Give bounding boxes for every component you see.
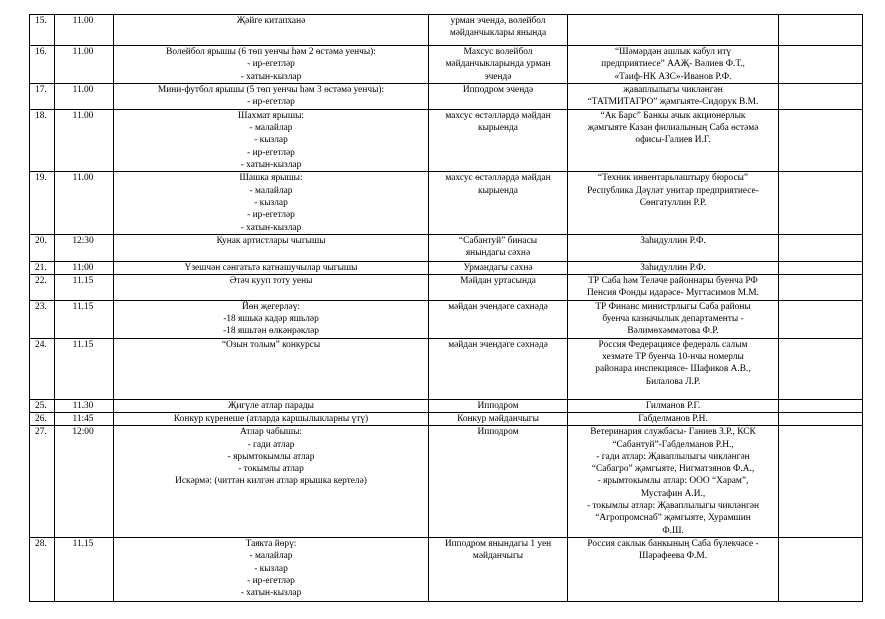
table-row <box>30 300 863 338</box>
time-cell: 11:00 <box>55 261 114 274</box>
responsible-line: “Шәмәрдән ашлык кабул итү <box>614 47 732 57</box>
extra-cell <box>779 15 863 46</box>
responsible-line: “Ак Барс” Банкы ачык акционерлык <box>600 110 746 121</box>
responsible-cell <box>568 275 779 301</box>
responsible-line: “Техник инвентарьлаштыру бюросы” <box>597 173 749 184</box>
place-line: мәйдан эчендәге сәхнәдә <box>448 301 548 312</box>
responsible-cell <box>568 46 779 84</box>
responsible-line: “ТАТМИТАГРО” җәмгыяте-Сидорук В.М. <box>587 97 759 108</box>
event-line: Йөн җегерләү: <box>241 301 301 312</box>
event-line: Таякта йөрү: <box>245 538 297 549</box>
extra-cell <box>779 46 863 84</box>
event-line: - гади атлар <box>247 439 295 450</box>
event-line: - ир-егетләр <box>247 210 295 221</box>
event-line: Шашка ярышы: <box>239 173 303 184</box>
responsible-line: җәмгыяте Казан филиалының Саба өстәмә <box>587 123 759 134</box>
event-line: - токымлы атлар <box>238 464 304 475</box>
event-line: - хатын-кызлар <box>240 71 302 82</box>
responsible-line: җаваплылыгы чикләнгән <box>623 84 723 95</box>
place-line: мәйданчыгы <box>472 551 524 562</box>
table-row <box>30 109 863 171</box>
responsible-line: “Сабагро” җәмгыяте, Нигматзянов Ф.А., <box>591 464 755 475</box>
row-number-cell: 15. <box>30 15 55 46</box>
place-line: янындагы сәхнә <box>465 248 531 259</box>
event-line: Волейбол ярышы (6 төп уенчы һәм 2 өстәмә уенчы): <box>166 47 376 57</box>
event-cell <box>114 172 429 234</box>
place-cell <box>429 412 568 425</box>
event-line: - кызлар <box>254 563 288 574</box>
place-cell <box>429 261 568 274</box>
event-line: - малайлар <box>249 185 293 196</box>
responsible-line: Россия саклык банкының Саба бүлекчәсе - <box>587 538 759 549</box>
place-cell <box>429 399 568 412</box>
responsible-cell <box>568 412 779 425</box>
responsible-line: - токымлы атлар: Җаваплылыгы чикләнгән <box>586 501 760 512</box>
responsible-line: Билалова Л.Р. <box>645 376 701 387</box>
place-line: Мәйдан уртасында <box>460 276 536 287</box>
place-line: мәйданчыклары янында <box>449 28 547 39</box>
table-row <box>30 172 863 234</box>
event-line: Үзешчән сәнгатьтә катнашучылар чыгышы <box>184 262 358 273</box>
table-row <box>30 426 863 538</box>
place-line: махсус өстәлләрдә мәйдан <box>445 110 551 121</box>
responsible-line: хезмәте ТР буенча 10-нчы номерлы <box>602 351 744 362</box>
place-cell <box>429 109 568 171</box>
extra-cell <box>779 338 863 399</box>
event-cell <box>114 275 429 301</box>
extra-cell <box>779 275 863 301</box>
time-cell: 11.15 <box>55 537 114 601</box>
time-cell: 11.15 <box>55 338 114 399</box>
table-row <box>30 537 863 601</box>
responsible-line: буенча казначылык департаменты - <box>602 314 744 325</box>
place-cell <box>429 15 568 46</box>
event-line: Искәрмә: (читтән килгән атлар ярышка кертелә) <box>175 476 367 487</box>
event-line: Җигүле атлар парады <box>228 400 314 411</box>
event-line: - малайлар <box>249 123 293 134</box>
place-cell <box>429 234 568 261</box>
table-row <box>30 261 863 274</box>
responsible-cell <box>568 399 779 412</box>
event-cell <box>114 412 429 425</box>
event-line: - кызлар <box>254 197 288 208</box>
schedule-body <box>30 15 863 602</box>
responsible-line: офисы-Галиев И.Г. <box>635 135 711 146</box>
time-cell: 11:45 <box>55 412 114 425</box>
responsible-cell <box>568 172 779 234</box>
responsible-line: Ветеринария службасы- Ганиев З.Р., КСК <box>590 427 756 438</box>
responsible-cell <box>568 83 779 109</box>
event-cell <box>114 15 429 46</box>
responsible-cell <box>568 234 779 261</box>
event-line: - ир-егетләр <box>247 59 295 70</box>
responsible-cell <box>568 300 779 338</box>
responsible-line: Заһидуллин Р.Ф. <box>640 235 706 246</box>
place-line: кырыенда <box>478 123 518 134</box>
event-line: Шахмат ярышы: <box>238 110 304 121</box>
place-line: “Сабантуй” бинасы <box>458 235 538 246</box>
responsible-line: Сөнгатуллин Р.Р. <box>639 197 707 208</box>
responsible-line: “Сабантуй”-Габделманов Р.Н., <box>612 439 734 450</box>
place-line: махсус өстәлләрдә мәйдан <box>445 173 551 184</box>
time-cell: 11.00 <box>55 83 114 109</box>
place-cell <box>429 172 568 234</box>
event-line: - ир-егетләр <box>247 97 295 108</box>
event-cell <box>114 109 429 171</box>
table-row <box>30 46 863 84</box>
time-cell: 11.00 <box>55 172 114 234</box>
row-number-cell: 27. <box>30 426 55 538</box>
place-line: эчендә <box>484 71 512 82</box>
responsible-line: Заһидуллин Р.Ф. <box>640 262 706 273</box>
table-row <box>30 275 863 301</box>
extra-cell <box>779 109 863 171</box>
row-number-cell: 28. <box>30 537 55 601</box>
place-line: Конкур мәйданчыгы <box>457 413 539 424</box>
event-line: - ир-егетләр <box>247 147 295 158</box>
responsible-line: Мустафин А.И., <box>640 488 706 499</box>
responsible-cell <box>568 109 779 171</box>
extra-cell <box>779 172 863 234</box>
place-line: Ипподром янындагы 1 уен <box>444 538 552 549</box>
place-cell <box>429 83 568 109</box>
place-cell <box>429 275 568 301</box>
place-line: Махсус волейбол <box>463 47 533 57</box>
row-number-cell: 20. <box>30 234 55 261</box>
event-line: Конкур күренеше (атларда каршылыкларны үтү) <box>173 413 369 424</box>
responsible-line: районара инспекциясе- Шафиков А.В., <box>595 364 751 375</box>
responsible-line: ТР Саба һәм Теләче районнары буенча РФ <box>588 276 758 287</box>
extra-cell <box>779 399 863 412</box>
time-cell: 11.00 <box>55 109 114 171</box>
event-line: - хатын-кызлар <box>240 160 302 171</box>
time-cell: 11.30 <box>55 399 114 412</box>
event-line: -18 яшькә кадәр яшьләр <box>223 314 319 325</box>
event-line: Кунак артистлары чыгышы <box>216 235 326 246</box>
event-cell <box>114 234 429 261</box>
place-cell <box>429 338 568 399</box>
event-line: - ярымтокымлы атлар <box>227 451 315 462</box>
event-cell <box>114 537 429 601</box>
responsible-line: Пенсия Фонды идарәсе- Мугтасимов М.М. <box>587 288 759 299</box>
extra-cell <box>779 300 863 338</box>
responsible-cell <box>568 426 779 538</box>
time-cell: 11.00 <box>55 15 114 46</box>
row-number-cell: 22. <box>30 275 55 301</box>
event-line: - хатын-кызлар <box>240 588 302 599</box>
time-cell: 11.00 <box>55 46 114 84</box>
event-cell <box>114 83 429 109</box>
place-line: Ипподром <box>477 400 519 411</box>
extra-cell <box>779 426 863 538</box>
place-line: мәйданчыкларында урман <box>445 59 551 70</box>
table-row <box>30 338 863 399</box>
responsible-line: Ф.Ш. <box>662 525 684 536</box>
place-cell <box>429 46 568 84</box>
event-cell <box>114 46 429 84</box>
event-cell <box>114 426 429 538</box>
table-row <box>30 234 863 261</box>
event-line: Әтәч кууп тоту уены <box>229 276 313 287</box>
place-line: Ипподром <box>477 427 519 438</box>
row-number-cell: 19. <box>30 172 55 234</box>
responsible-line: Гилманов Р.Г. <box>645 400 701 411</box>
responsible-line: Габделманов Р.Н. <box>638 413 708 424</box>
table-row <box>30 412 863 425</box>
schedule-table <box>29 14 863 602</box>
event-cell <box>114 399 429 412</box>
event-line: - хатын-кызлар <box>240 222 302 233</box>
place-line: мәйдан эчендәге сәхнәдә <box>448 339 548 350</box>
row-number-cell: 21. <box>30 261 55 274</box>
time-cell: 11.15 <box>55 300 114 338</box>
event-cell <box>114 338 429 399</box>
event-line: - ир-егетләр <box>247 575 295 586</box>
event-cell <box>114 261 429 274</box>
responsible-line: - гади атлар: Җаваплылыгы чикләнгән <box>596 451 750 462</box>
responsible-line: “Агропромснаб” җәмгыяте, Хурамшин <box>595 513 751 524</box>
table-row <box>30 15 863 46</box>
row-number-cell: 17. <box>30 83 55 109</box>
extra-cell <box>779 412 863 425</box>
table-row <box>30 399 863 412</box>
place-line: кырыенда <box>478 185 518 196</box>
responsible-line: Республика Дәүләт унитар предприятиесе- <box>587 185 759 196</box>
time-cell: 12:30 <box>55 234 114 261</box>
responsible-line: Шәрәфеева Ф.М. <box>638 551 708 562</box>
responsible-line: ТР Финанс министрлыгы Саба районы <box>595 301 751 312</box>
responsible-line: «Таиф-НК АЗС»-Иванов Р.Ф. <box>614 71 732 82</box>
row-number-cell: 18. <box>30 109 55 171</box>
extra-cell <box>779 537 863 601</box>
place-cell <box>429 537 568 601</box>
responsible-line: Россия Федерациясе федераль салым <box>598 339 748 350</box>
event-line: Мини-футбол ярышы (5 төп уенчы һәм 3 өстәмә уенчы): <box>157 84 385 95</box>
place-cell <box>429 426 568 538</box>
row-number-cell: 23. <box>30 300 55 338</box>
responsible-line: Вәлимөхәммәтова Ф.Р. <box>627 326 719 337</box>
extra-cell <box>779 83 863 109</box>
time-cell: 11.15 <box>55 275 114 301</box>
extra-cell <box>779 234 863 261</box>
place-line: Урмандагы сәхнә <box>463 262 533 273</box>
time-cell: 12:00 <box>55 426 114 538</box>
row-number-cell: 26. <box>30 412 55 425</box>
responsible-line: - ярымтокымлы атлар: ООО “Харам”, <box>597 476 749 487</box>
event-line: Атлар чабышы: <box>239 427 303 438</box>
responsible-line: предприятиесе” ААҖ- Вәлиев Ф.Т., <box>601 59 745 70</box>
event-line: -18 яшьтән өлкәнрәкләр <box>223 326 319 337</box>
responsible-cell <box>568 537 779 601</box>
place-cell <box>429 300 568 338</box>
responsible-cell <box>568 261 779 274</box>
responsible-cell <box>568 15 779 46</box>
extra-cell <box>779 261 863 274</box>
responsible-cell <box>568 338 779 399</box>
place-line: урман эчендә, волейбол <box>450 16 546 26</box>
row-number-cell: 24. <box>30 338 55 399</box>
event-cell <box>114 300 429 338</box>
table-row <box>30 83 863 109</box>
event-line: “Озын толым” конкурсы <box>221 339 321 350</box>
place-line: Ипподром эчендә <box>462 84 534 95</box>
event-line: - кызлар <box>254 135 288 146</box>
row-number-cell: 16. <box>30 46 55 84</box>
event-line: Җәйге китапханә <box>236 16 306 26</box>
event-line: - малайлар <box>249 551 293 562</box>
row-number-cell: 25. <box>30 399 55 412</box>
